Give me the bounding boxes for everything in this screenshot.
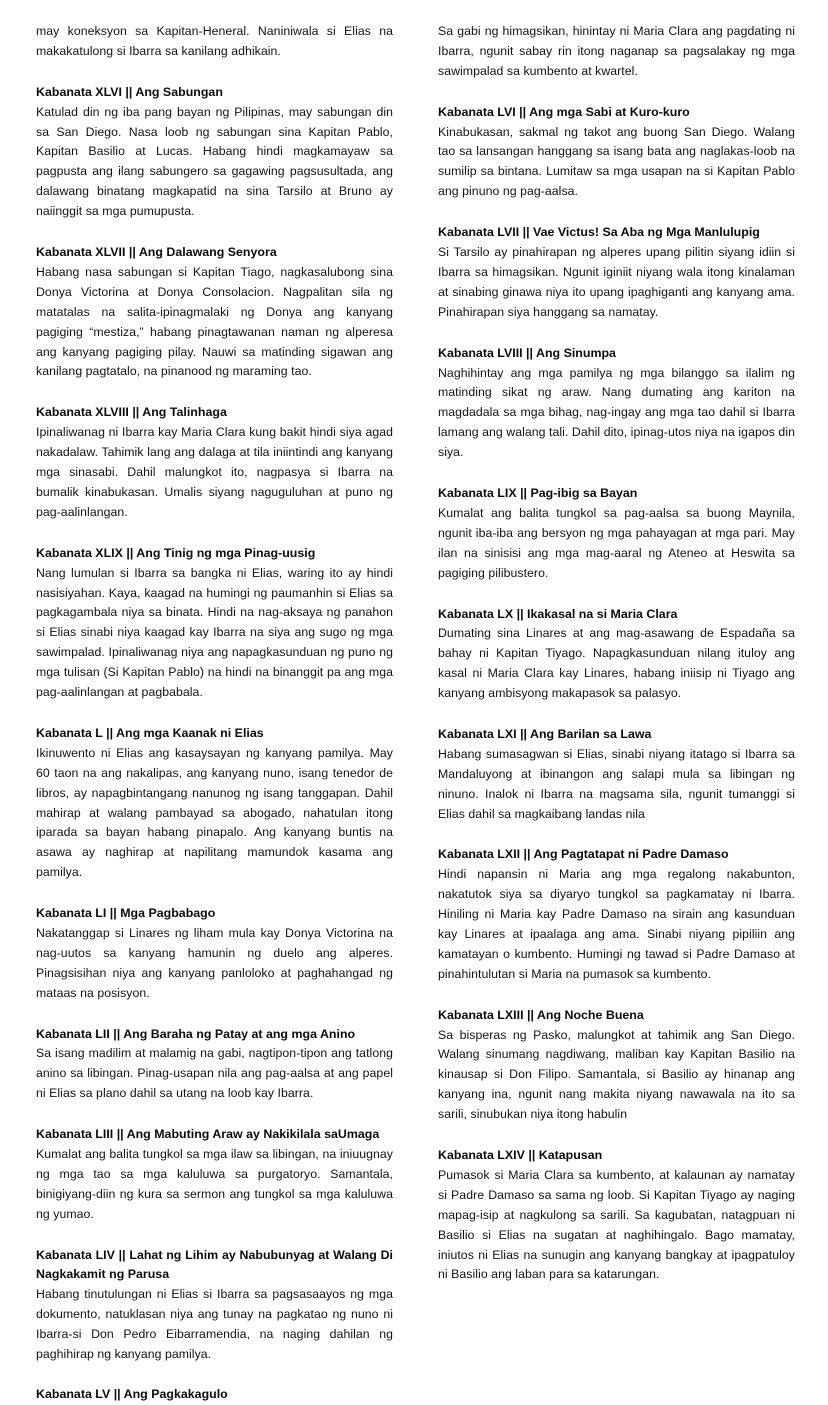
chapter-body: Katulad din ng iba pang bayan ng Pilipinas, may sabungan din sa San Diego. Nasa loob ng sabungan sina Kapitan Pablo, Kapitan Basilio at Lucas. Habang hindi magkamayaw sa pagpusta ang ilang sabungero sa gagawing pagsusultada, ang dalawang binatang magkapatid na sina Tarsilo at Bruno ay naiinggit sa mga pumupusta. <box>36 104 393 219</box>
chapter-block <box>438 223 795 322</box>
chapter-title: Kabanata LIX || Pag-ibig sa Bayan <box>438 486 638 501</box>
chapter-block <box>36 403 393 522</box>
chapter-block <box>438 845 795 984</box>
chapter-block <box>36 83 393 222</box>
chapter-title: Kabanata LV || Ang Pagkakagulo <box>36 1387 228 1402</box>
chapter-body: Kumalat ang balita tungkol sa mga ilaw sa libingan, na iniuugnay ng mga tao sa mga kaluluwa sa purgatoryo. Samantala, binigiyang-diin ng kura sa sermon ang tungkol sa mga kaluluwa ng yumao. <box>36 1147 393 1221</box>
chapter-title: Kabanata LX || Ikakasal na si Maria Clara <box>438 606 678 621</box>
chapter-title: Kabanata LIV || Lahat ng Lihim ay Nabubunyag at Walang Di Nagkakamit ng Parusa <box>36 1247 393 1281</box>
continuation-paragraph: Sa gabi ng himagsikan, hinintay ni Maria Clara ang pagdating ni Ibarra, ngunit sabay rin itong naganap sa pagsalakay ng mga sawimpalad sa kumbento at kwartel. <box>438 24 795 78</box>
chapter-body: Kumalat ang balita tungkol sa pag-aalsa sa buong Maynila, ngunit iba-iba ang bersyon ng mga pahayagan at mga pari. May ilan na sinisisi ang mga mag-aaral ng Ateneo at Heswita sa pagiging pilibustero. <box>438 505 795 580</box>
chapter-block <box>438 103 795 202</box>
chapter-body: Kinabukasan, sakmal ng takot ang buong San Diego. Walang tao sa lansangan hanggang sa isang bata ang naglakas-loob na sumilip sa bintana. Lumitaw sa mga usapan na si Kapitan Pablo ang pinuno ng pag-aalsa. <box>438 124 795 199</box>
chapter-body: Habang sumasagwan si Elias, sinabi niyang itatago si Ibarra sa Mandaluyong at ibinangon ang salapi mula sa libingan ng ninuno. Inalok ni Ibarra na magsama sila, ngunit tumanggi si Elias dahil sa magkaibang landas nila <box>438 746 795 821</box>
chapter-body: Nang lumulan si Ibarra sa bangka ni Elias, waring ito ay hindi nasisiyahan. Kaya, kaagad na humingi ng paumanhin si Elias sa pagkagambala niya sa binata. Hindi na nag-aksaya ng panahon si Elias sinabi niya kaagad kay Ibarra na siya ang sugo ng mga sawimpalad. Ipinaliwanag niya ang napagkasunduan ng puno ng mga tulisan (Si Kapitan Pablo) na hindi na binanggit pa ang mga pag-aalinlangan at pagbabala. <box>36 565 393 700</box>
chapter-body: Hindi napansin ni Maria ang mga regalong nakabunton, nakatutok siya sa diyaryo tungkol sa pagkamatay ni Ibarra. Hiniling ni Maria kay Padre Damaso na sirain ang kasunduan kay Linares at ipaalaga ang ama. Sinabi niyang pipiliin ang kamatayan o kumbento. Humingi ng tawad si Padre Damaso at pinahintulutan si Maria na pumasok sa kumbento. <box>438 867 795 981</box>
chapter-block <box>438 484 795 583</box>
chapter-body: Sa bisperas ng Pasko, malungkot at tahimik ang San Diego. Walang sinumang nagdiwang, maliban kay Kapitan Basilio na kinausap si Don Filipo. Samantala, si Basilio ay hinanap ang kanyang ina, ngunit nang makita niyang nawawala na ito sa sarili, sinubukan niya itong habulin <box>438 1027 795 1122</box>
chapter-title: Kabanata LVI || Ang mga Sabi at Kuro-kuro <box>438 104 690 119</box>
chapter-body: Pumasok si Maria Clara sa kumbento, at kalaunan ay namatay si Padre Damaso sa sama ng loob. Si Kapitan Tiyago ay naging mapag-isip at nagkulong sa sarili. Sa kagubatan, natagpuan ni Basilio si Elias na sugatan at naghihingalo. Bago mamatay, iniutos ni Elias na sunugin ang kanyang bangkay at ipagpatuloy ni Basilio ang laban para sa katarungan. <box>438 1167 795 1282</box>
chapter-block <box>438 344 795 463</box>
chapter-body: Dumating sina Linares at ang mag-asawang de Espadaña sa bahay ni Kapitan Tiyago. Napagkasunduan nilang ituloy ang kasal ni Maria Clara kay Linares, habang iniisip ni Tiyago ang kanyang ambisyong makapasok sa palasyo. <box>438 626 795 701</box>
chapter-title: Kabanata LXII || Ang Pagtatapat ni Padre Damaso <box>438 847 729 862</box>
chapter-body: Nakatanggap si Linares ng liham mula kay Donya Victorina na nag-uutos sa kanyang hamunin ng duelo ang alperes. Pinagsisihan niya ang kanyang panloloko at paghahangad ng mataas na posisyon. <box>36 925 393 1000</box>
left-column <box>36 22 393 1405</box>
chapter-block <box>36 1246 393 1365</box>
chapter-body: Habang nasa sabungan si Kapitan Tiago, nagkasalubong sina Donya Victorina at Donya Consolacion. Nagpalitan sila ng matatalas na salita-ipinagmalaki ng Donya ang kanyang pagiging “mestiza,” habang pinagtawanan naman ng alperesa ang kanyang pagiging pilay. Nauwi sa matinding sigawan ang kanilang pagtatalo, na pinanood ng maraming tao. <box>36 264 393 379</box>
chapter-body: Sa isang madilim at malamig na gabi, nagtipon-tipon ang tatlong anino sa libingan. Pinag-usapan nila ang pag-aalsa at ang papel ni Elias sa plano dahil sa utang na loob kay Ibarra. <box>36 1046 393 1101</box>
chapter-title: Kabanata L || Ang mga Kaanak ni Elias <box>36 725 264 740</box>
chapter-title: Kabanata LXI || Ang Barilan sa Lawa <box>438 726 652 741</box>
chapter-title: Kabanata LXIII || Ang Noche Buena <box>438 1007 644 1022</box>
chapter-title: Kabanata XLVII || Ang Dalawang Senyora <box>36 245 277 260</box>
chapter-title: Kabanata LXIV || Katapusan <box>438 1148 603 1163</box>
chapter-block <box>36 544 393 703</box>
continuation-paragraph: may koneksyon sa Kapitan-Heneral. Naniniwala si Elias na makakatulong si Ibarra sa kanilang adhikain. <box>36 24 393 58</box>
right-column <box>438 22 795 1285</box>
chapter-title: Kabanata LVIII || Ang Sinumpa <box>438 345 616 360</box>
chapter-block <box>36 1025 393 1105</box>
chapter-block <box>438 1146 795 1285</box>
chapter-title: Kabanata LI || Mga Pagbabago <box>36 906 216 921</box>
chapter-block <box>36 243 393 382</box>
chapter-block <box>36 724 393 883</box>
chapter-block <box>438 1006 795 1125</box>
chapter-block <box>36 1385 393 1404</box>
chapter-block <box>36 1125 393 1224</box>
chapter-body: Naghihintay ang mga pamilya ng mga bilanggo sa ilalim ng matinding sikat ng araw. Nang dumating ang kariton na magdadala sa mga bihag, nag-ingay ang mga tao dahil si Ibarra lamang ang walang tali. Dahil dito, ipinag-utos niya na igapos din siya. <box>438 365 795 460</box>
chapter-title: Kabanata LVII || Vae Victus! Sa Aba ng Mga Manlulupig <box>438 225 760 240</box>
chapter-block <box>438 725 795 824</box>
chapter-title: Kabanata XLVIII || Ang Talinhaga <box>36 405 227 420</box>
chapter-title: Kabanata LII || Ang Baraha ng Patay at ang mga Anino <box>36 1026 356 1041</box>
chapter-block <box>438 605 795 704</box>
chapter-body: Ipinaliwanag ni Ibarra kay Maria Clara kung bakit hindi siya agad nakadalaw. Tahimik lang ang dalaga at tila iniintindi ang kanyang mga sinasabi. Dahil malungkot ito, nagpasya si Ibarra na bumalik kinabukasan. Umalis siyang naguguluhan at puno ng pag-aalinlangan. <box>36 425 393 519</box>
chapter-block <box>36 904 393 1003</box>
chapter-body: Si Tarsilo ay pinahirapan ng alperes upang pilitin siyang idiin si Ibarra sa himagsikan. Ngunit iginiit niyang wala itong kinalaman at sinabing ginawa niya ito upang ipaghiganti ang kanyang ama. Pinahirapan siya hanggang sa namatay. <box>438 245 795 319</box>
two-column-layout <box>36 22 795 1405</box>
chapter-title: Kabanata XLIX || Ang Tinig ng mga Pinag-uusig <box>36 545 316 560</box>
chapter-body: Ikinuwento ni Elias ang kasaysayan ng kanyang pamilya. May 60 taon na ang nakalipas, ang kanyang nuno, isang tenedor de libros, ay napagbintangang nanunog ng isang tanggapan. Dahil mahirap at walang pambayad sa abogado, nahatulan itong iparada sa bayan habang pinapalo. Ang kanyang buntis na asawa ay naghirap at napilitang mamundok kasama ang pamilya. <box>36 745 393 880</box>
chapter-title: Kabanata LIII || Ang Mabuting Araw ay Nakikilala saUmaga <box>36 1127 380 1142</box>
chapter-body: Habang tinutulungan ni Elias si Ibarra sa pagsasaayos ng mga dokumento, natuklasan niya ang tunay na pagkatao ng nuno ni Ibarra-si Don Pedro Eibarramendia, na naging dahilan ng paghihirap ng kanyang pamilya. <box>36 1286 393 1361</box>
chapter-title: Kabanata XLVI || Ang Sabungan <box>36 84 223 99</box>
